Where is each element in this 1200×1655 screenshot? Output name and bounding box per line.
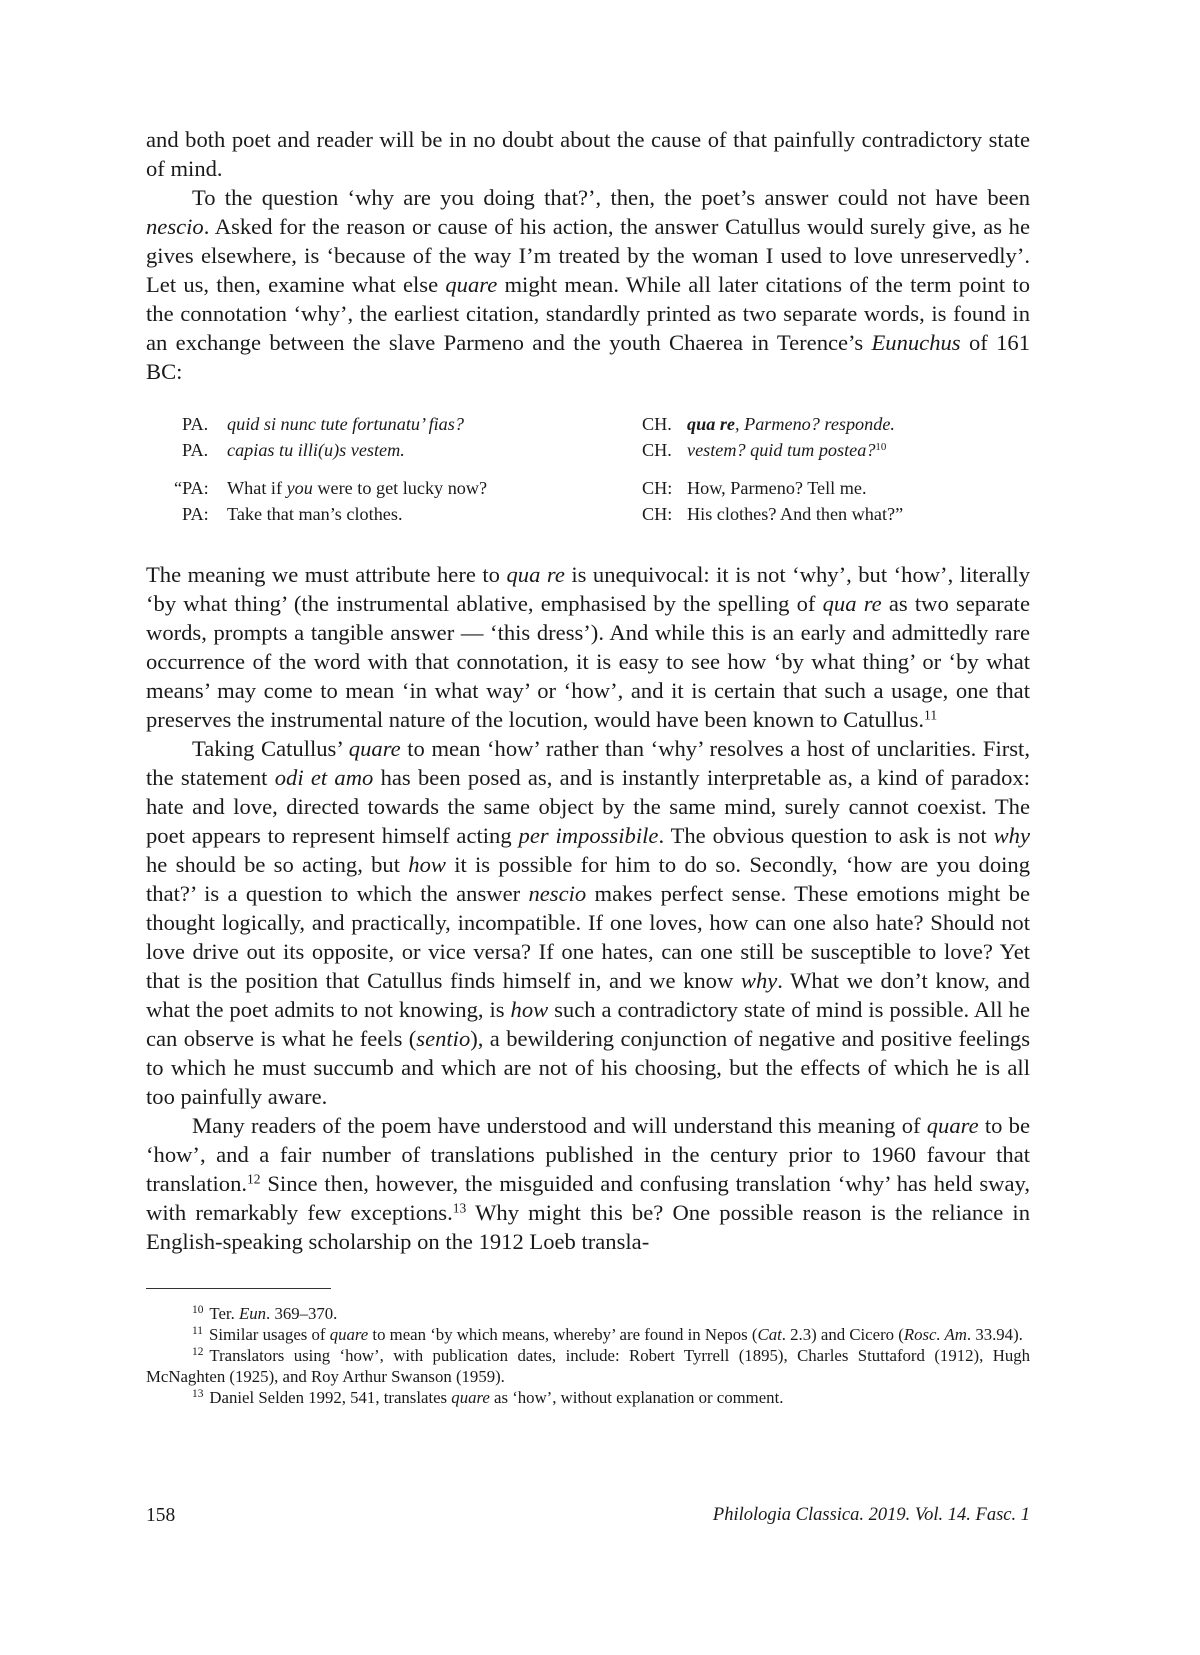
footnote-12: $^{12}$ Translators using ‘how’, with publication dates, include: Robert Tyrrell (1895), Charles Stuttaford (1912), Hugh McNaghten (1925), and Roy Arthur Swanson (1959). bbox=[146, 1346, 1030, 1386]
dialogue-line: PA: Take that man’s clothes. bbox=[182, 504, 403, 524]
dialogue-quotation bbox=[146, 411, 1030, 534]
page-number: 158 bbox=[146, 1505, 176, 1526]
paragraph-4: Taking Catullus’ quare to mean ‘how’ rather than ‘why’ resolves a host of unclarities. First, the statement odi et amo has been posed as, and is instantly interpretable as, a kind of paradox: hate and love, directed towards the same object by the same mind, surely cannot coexist. The poet appears to represent himself acting per impossibile. The obvious question to ask is not why he should be so acting, but how it is possible for him to do so. Secondly, ‘how are you doing that?’ is a question to which the answer nescio makes perfect sense. These emotions might be thought logically, and practically, incompatible. If one loves, how can one also hate? Should not love drive out its opposite, or vice versa? If one hates, can one still be susceptible to love? Yet that is the position that Catullus finds himself in, and we know why. What we don’t know, and what the poet admits to not knowing, is how such a contradictory state of mind is possible. All he can observe is what he feels (sentio), a bewildering conjunction of negative and positive feelings to which he must succumb and which are not of his choosing, but the effects of which he is all too painfully aware. bbox=[146, 736, 1031, 1109]
dialogue-line: CH. qua re, Parmeno? responde. bbox=[642, 414, 895, 434]
dialogue-line: CH: How, Parmeno? Tell me. bbox=[642, 478, 867, 498]
dialogue-line: CH: His clothes? And then what?” bbox=[642, 504, 904, 524]
journal-running-footer: Philologia Classica. 2019. Vol. 14. Fasc. 1 bbox=[712, 1505, 1030, 1525]
paragraph-5: Many readers of the poem have understood and will understand this meaning of quare to be ‘how’, and a fair number of translations published in the century prior to 1960 favour that translation.$^{12}$ Since then, however, the misguided and confusing translation ‘why’ has held sway, with remarkably few exceptions.$^{13}$ Why might this be? One possible reason is the reliance in English-speaking scholarship on the 1912 Loeb transla- bbox=[146, 1113, 1031, 1254]
paragraph-3: The meaning we must attribute here to qua re is unequivocal: it is not ‘why’, but ‘how’, literally ‘by what thing’ (the instrumental ablative, emphasised by the spelling of qua re as two separate words, prompts a tangible answer — ‘this dress’). And while this is an early and admittedly rare occurrence of the word with that connotation, it is easy to see how ‘by what thing’ or ‘by what means’ may come to mean ‘in what way’ or ‘how’, and it is certain that such a usage, one that preserves the instrumental nature of the locution, would have been known to Catullus.$^{11}$ bbox=[146, 562, 1030, 732]
footnote-ref: 13 bbox=[452, 1200, 467, 1216]
footnote-10: $^{10}$ Ter. Eun. 369–370. bbox=[192, 1304, 338, 1323]
dialogue-line: PA. capias tu illi(u)s vestem. bbox=[182, 440, 405, 460]
page-body bbox=[146, 125, 1030, 1408]
footnote-ref: 10 bbox=[875, 441, 887, 453]
paragraph-2: To the question ‘why are you doing that?’, then, the poet’s answer could not have been nescio. Asked for the reason or cause of his action, the answer Catullus would surely give, as he gives elsewhere, is ‘because of the way I’m treated by the woman I used to love unreservedly’. Let us, then, examine what else quare might mean. While all later citations of the term point to the connotation ‘why’, the earliest citation, standardly printed as two separate words, is found in an exchange between the slave Parmeno and the youth Chaerea in Terence’s Eunuchus of 161 BC: bbox=[146, 185, 1030, 384]
dialogue-line: “PA: What if you were to get lucky now? bbox=[174, 478, 488, 498]
footnote-ref: 11 bbox=[924, 707, 938, 723]
footnote-11: $^{11}$ Similar usages of quare to mean ‘by which means, whereby’ are found in Nepos (Cat. 2.3) and Cicero (Rosc. Am. 33.94). bbox=[192, 1325, 1023, 1344]
footnote-divider bbox=[146, 1288, 331, 1289]
dialogue-line: CH. vestem? quid tum postea?$^{10}$ bbox=[642, 440, 887, 460]
footnote-13: $^{13}$ Daniel Selden 1992, 541, translates quare as ‘how’, without explanation or comment. bbox=[192, 1388, 784, 1407]
paragraph-1: and both poet and reader will be in no doubt about the cause of that painfully contradictory state of mind. bbox=[146, 127, 1030, 181]
footnote-ref: 12 bbox=[247, 1171, 261, 1187]
dialogue-line: PA. quid si nunc tute fortunatu’ fias? bbox=[182, 414, 464, 434]
